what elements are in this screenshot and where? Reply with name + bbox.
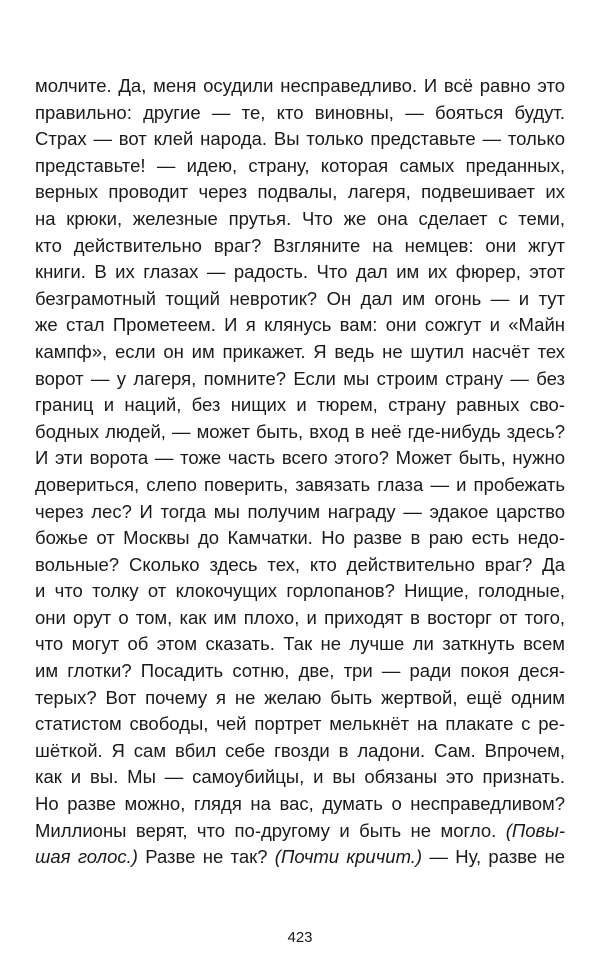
text-line: через лес? И тогда мы получим награду — эдакое царство (35, 500, 565, 522)
text-line: шёткой. Я сам вбил себе гвозди в ладони. Сам. Впрочем, (35, 739, 565, 761)
text-line: довериться, слепо поверить, завязать глаза — и пробежать (35, 473, 565, 495)
text-line: правильно: другие — те, кто виновны, — бояться будут. (35, 101, 565, 123)
text-line: кампф», если он им прикажет. Я ведь не шутил насчёт тех (35, 340, 565, 362)
text-line: кто действительно враг? Взгляните на немцев: они жгут (35, 234, 565, 256)
text-line: ворот — у лагеря, помните? Если мы строим страну — без (35, 367, 565, 389)
text-line: книги. В их глазах — радость. Что дал им их фюрер, этот (35, 261, 565, 283)
text-line: что могут об этом сказать. Так не лучше ли заткнуть всем (35, 633, 565, 655)
text-line: границ и наций, без нищих и тюрем, страну равных сво- (35, 394, 565, 416)
text-line: божье от Москвы до Камчатки. Но разве в раю есть недо- (35, 527, 565, 549)
text-line: на крюки, железные прутья. Что же она сделает с теми, (35, 207, 565, 229)
text-line: безграмотный тощий невротик? Он дал им огонь — и тут (35, 287, 565, 309)
text-line: Но разве можно, глядя на вас, думать о несправедливом? (35, 793, 565, 815)
stage-direction: (Повы- (505, 819, 565, 841)
body-text (35, 73, 565, 871)
stage-direction: (Почти кричит.) (274, 846, 423, 868)
text-line: они орут о том, как им плохо, и приходят в восторг от того, (35, 606, 565, 628)
page-number: 423 (287, 929, 313, 946)
text-line: представьте! — идею, страну, которая самых преданных, (35, 154, 565, 176)
text-line: терых? Вот почему я не желаю быть жертвой, ещё одним (35, 686, 565, 708)
text-line: бодных людей, — может быть, вход в неё где-нибудь здесь? (35, 420, 565, 442)
stage-direction: шая голос.) (35, 846, 138, 868)
text-line-mixed (35, 844, 565, 871)
text-line: молчите. Да, меня осудили несправедливо. И всё равно это (35, 75, 565, 96)
text-line: им глотки? Посадить сотню, две, три — ради покоя деся- (35, 660, 565, 682)
text-run: Разве не так? (137, 846, 275, 868)
text-line: и что толку от клокочущих горлопанов? Нищие, голодные, (35, 580, 565, 602)
text-line: И эти ворота — тоже часть всего этого? Может быть, нужно (35, 447, 565, 469)
text-line: статистом свободы, чей портрет мелькнёт на плакате с ре- (35, 713, 565, 735)
text-line: как и вы. Мы — самоубийцы, и вы обязаны это признать. (35, 766, 565, 788)
text-line: вольные? Сколько здесь тех, кто действительно враг? Да (35, 553, 565, 575)
text-run: Миллионы верят, что по-другому и быть не могло. (35, 819, 506, 841)
text-line-mixed (35, 818, 565, 845)
text-line: Страх — вот клей народа. Вы только представьте — только (35, 128, 565, 150)
text-line: же стал Прометеем. И я клянусь вам: они сожгут и «Майн (35, 314, 565, 336)
text-run: — Ну, разве не (422, 846, 565, 868)
text-line: верных проводит через подвалы, лагеря, подвешивает их (35, 181, 565, 203)
